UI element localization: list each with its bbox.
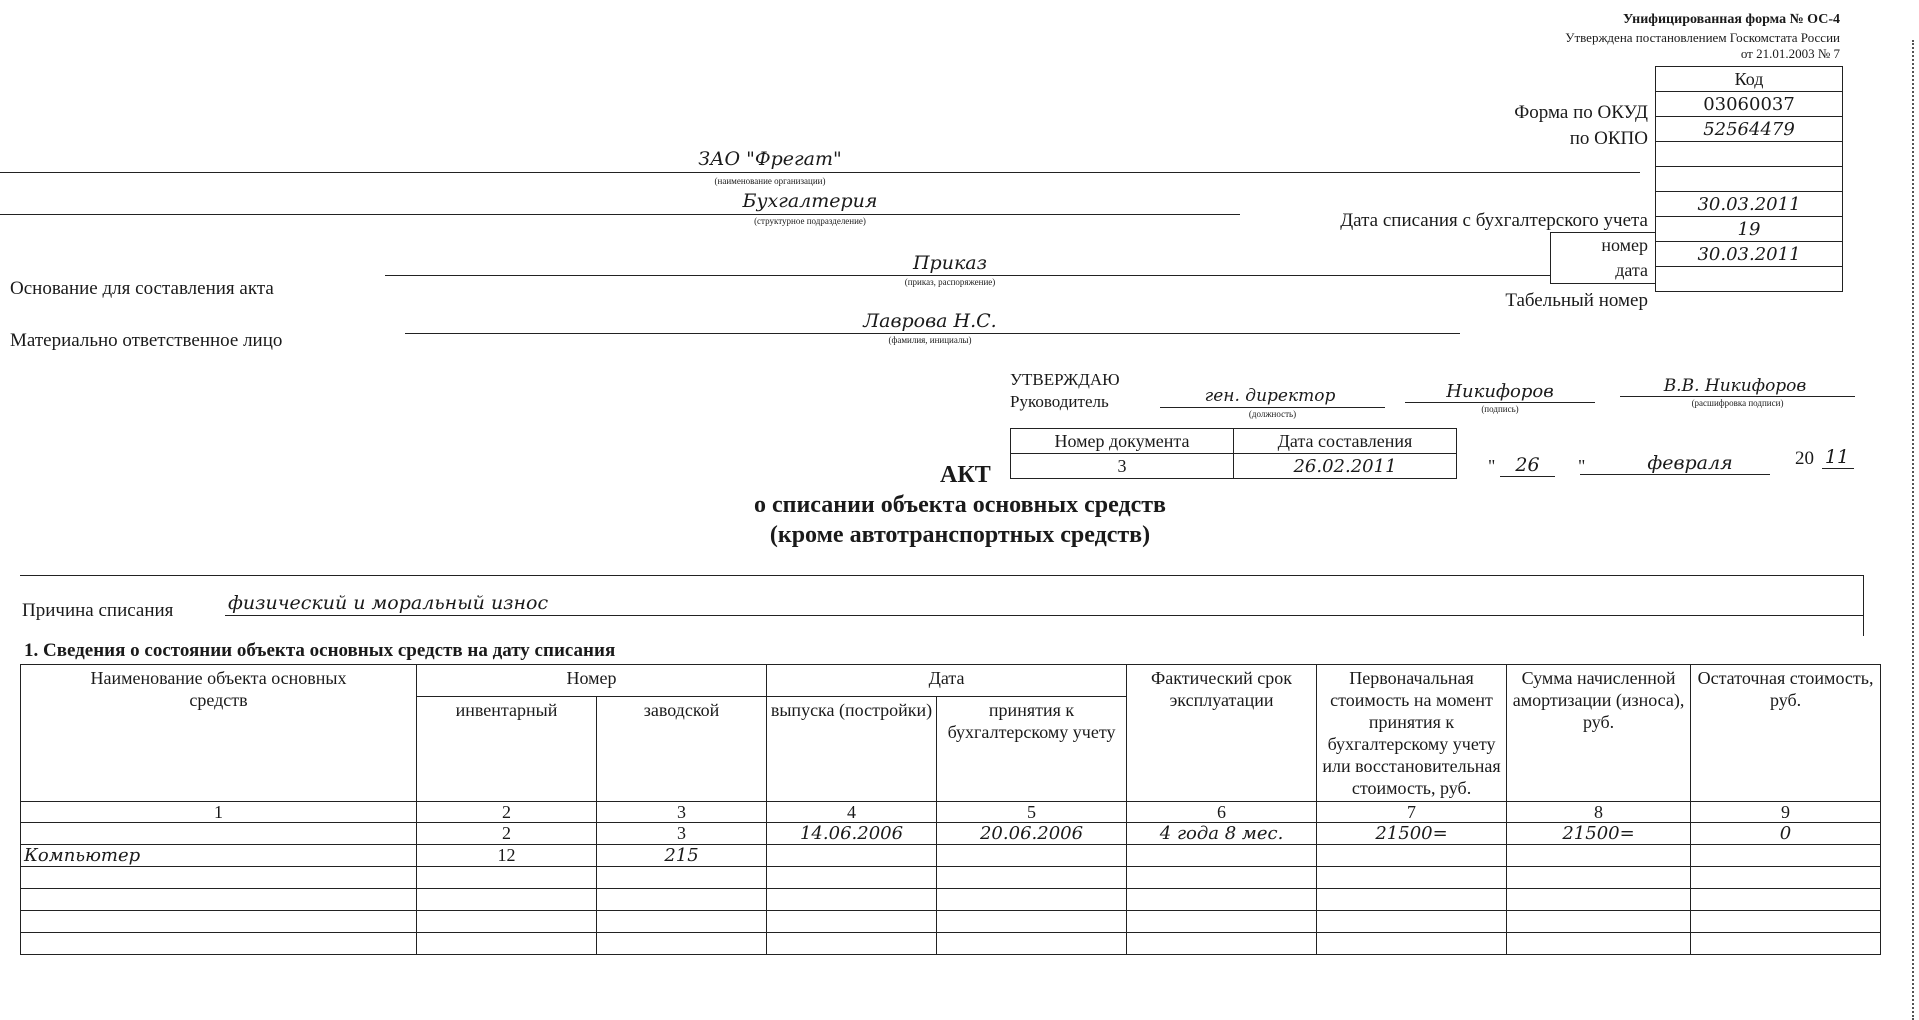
table-cell[interactable]: [767, 867, 937, 889]
head-label: Руководитель: [1010, 392, 1109, 411]
table-cell[interactable]: [21, 911, 417, 933]
table-row: [21, 911, 1881, 933]
quote-close: ": [1578, 456, 1586, 476]
col-number: 4: [767, 802, 937, 823]
basis-value[interactable]: Приказ: [912, 252, 987, 274]
tab-number-label: Табельный номер: [1505, 290, 1648, 311]
table-cell[interactable]: 4 года 8 мес.: [1127, 823, 1317, 845]
table-cell[interactable]: [937, 867, 1127, 889]
table-cell[interactable]: [767, 911, 937, 933]
table-cell[interactable]: [937, 889, 1127, 911]
responsible-caption: (фамилия, инициалы): [888, 335, 972, 345]
doc-number[interactable]: 3: [1011, 454, 1234, 479]
table-cell[interactable]: [1691, 911, 1881, 933]
table-cell[interactable]: Компьютер: [21, 845, 417, 867]
responsible-value[interactable]: Лаврова Н.С.: [863, 310, 997, 332]
year-line: [1822, 468, 1854, 469]
decode-line: [1620, 396, 1855, 397]
day-line: [1500, 476, 1555, 477]
code-empty-2[interactable]: [1656, 167, 1843, 192]
code-empty-1[interactable]: [1656, 142, 1843, 167]
table-cell[interactable]: [1507, 889, 1691, 911]
table-cell[interactable]: 0: [1691, 823, 1881, 845]
table-cell[interactable]: [597, 889, 767, 911]
table-cell[interactable]: 3: [597, 823, 767, 845]
org-name-line: [0, 172, 1640, 173]
year-suffix[interactable]: 11: [1824, 446, 1850, 468]
h-actual-term: Фактический срок эксплуатации: [1127, 665, 1317, 802]
approved-line1: Утверждена постановлением Госкомстата России: [1565, 30, 1840, 45]
table-cell[interactable]: [767, 889, 937, 911]
reason-value[interactable]: физический и моральный износ: [228, 592, 549, 614]
perforation-edge: [1912, 40, 1914, 1020]
table-cell[interactable]: [937, 845, 1127, 867]
table-cell[interactable]: [767, 845, 937, 867]
table-cell[interactable]: 215: [597, 845, 767, 867]
col-number: 5: [937, 802, 1127, 823]
table-cell[interactable]: [1317, 867, 1507, 889]
position-line: [1160, 407, 1385, 408]
department[interactable]: Бухгалтерия: [742, 190, 878, 212]
table-cell[interactable]: [1317, 911, 1507, 933]
head-signature[interactable]: Никифоров: [1446, 381, 1554, 402]
org-name[interactable]: ЗАО "Фрегат": [698, 148, 842, 170]
okud-label: Форма по ОКУД: [1514, 102, 1648, 123]
approval-month[interactable]: февраля: [1647, 452, 1733, 474]
date-label: дата: [1615, 260, 1648, 280]
table-cell[interactable]: 20.06.2006: [937, 823, 1127, 845]
col-number: 9: [1691, 802, 1881, 823]
table-cell[interactable]: [1127, 867, 1317, 889]
table-cell[interactable]: [937, 911, 1127, 933]
position-caption: (должность): [1248, 409, 1297, 419]
col-number: 7: [1317, 802, 1507, 823]
number-label: номер: [1601, 235, 1648, 255]
table-cell[interactable]: [1317, 845, 1507, 867]
approved-line2: от 21.01.2003 № 7: [1740, 46, 1840, 61]
table-cell[interactable]: [1127, 911, 1317, 933]
table-row: [21, 933, 1881, 955]
h-inventory: инвентарный: [417, 697, 597, 802]
table-row: [21, 845, 1881, 867]
writeoff-date-label: Дата списания с бухгалтерского учета: [1340, 210, 1648, 231]
h-date: Дата: [767, 665, 1127, 697]
table-cell[interactable]: 14.06.2006: [767, 823, 937, 845]
code-header: Код: [1656, 67, 1843, 92]
col-number: 2: [417, 802, 597, 823]
table-cell[interactable]: [417, 911, 597, 933]
signature-line: [1405, 402, 1595, 403]
basis-caption: (приказ, распоряжение): [904, 277, 996, 287]
table-cell[interactable]: [1507, 933, 1691, 955]
okpo-label: по ОКПО: [1569, 128, 1648, 149]
responsible-line: [405, 333, 1460, 334]
col-number: 1: [21, 802, 417, 823]
act-label: АКТ: [940, 462, 991, 488]
table-cell[interactable]: [597, 911, 767, 933]
title-line1: о списании объекта основных средств: [754, 492, 1166, 518]
h-acceptance: принятия к бухгалтерскому учету: [937, 697, 1127, 802]
h-release: выпуска (постройки): [767, 697, 937, 802]
table-cell[interactable]: [1691, 845, 1881, 867]
decode-caption: (расшифровка подписи): [1691, 398, 1784, 408]
tab-number-value[interactable]: [1656, 267, 1843, 292]
doc-table: [1010, 428, 1457, 479]
table-cell[interactable]: 21500=: [1317, 823, 1507, 845]
year-prefix: 20: [1795, 448, 1814, 469]
col-number: 6: [1127, 802, 1317, 823]
approve-heading: УТВЕРЖДАЮ: [1010, 370, 1120, 389]
table-cell[interactable]: [1691, 933, 1881, 955]
table-cell[interactable]: [1317, 889, 1507, 911]
table-cell[interactable]: [1691, 889, 1881, 911]
table-cell[interactable]: [1127, 845, 1317, 867]
table-cell[interactable]: [1507, 867, 1691, 889]
reason-label: Причина списания: [22, 600, 174, 621]
head-decode[interactable]: В.В. Никифоров: [1663, 376, 1807, 396]
okud-value[interactable]: 03060037: [1656, 92, 1843, 117]
basis-line: [385, 275, 1550, 276]
table-cell[interactable]: [21, 867, 417, 889]
table-cell[interactable]: [767, 933, 937, 955]
table-cell[interactable]: [1127, 889, 1317, 911]
quote-open: ": [1488, 456, 1496, 476]
table-cell[interactable]: [21, 933, 417, 955]
department-line: [0, 214, 1240, 215]
table-cell[interactable]: [1691, 867, 1881, 889]
table-row: [21, 823, 1881, 845]
table-cell[interactable]: [1317, 933, 1507, 955]
col-number: 8: [1507, 802, 1691, 823]
table-cell[interactable]: 21500=: [1507, 823, 1691, 845]
head-position[interactable]: ген. директор: [1204, 386, 1336, 406]
table-cell[interactable]: [1507, 845, 1691, 867]
number-value[interactable]: 19: [1656, 217, 1843, 242]
signature-caption: (подпись): [1481, 404, 1519, 414]
table-cell[interactable]: [597, 867, 767, 889]
table-cell[interactable]: [21, 823, 417, 845]
table-cell[interactable]: 2: [417, 823, 597, 845]
col-number: 3: [597, 802, 767, 823]
title-line2: (кроме автотранспортных средств): [769, 522, 1151, 548]
table-cell[interactable]: [937, 933, 1127, 955]
code-box: [1655, 66, 1843, 292]
table-cell[interactable]: [1507, 911, 1691, 933]
table-row: [21, 889, 1881, 911]
table-cell[interactable]: [417, 933, 597, 955]
h-residual: Остаточная стоимость, руб.: [1691, 665, 1881, 802]
table-cell[interactable]: [21, 889, 417, 911]
writeoff-date-value[interactable]: 30.03.2011: [1656, 192, 1843, 217]
reason-line: [225, 615, 1863, 616]
responsible-label: Материально ответственное лицо: [10, 330, 283, 351]
basis-label: Основание для составления акта: [10, 278, 274, 299]
okpo-value[interactable]: 52564479: [1656, 117, 1843, 142]
department-caption: (структурное подразделение): [754, 216, 866, 226]
h-name: Наименование объекта основных средств: [21, 665, 417, 802]
table-cell[interactable]: [417, 867, 597, 889]
table-cell[interactable]: [597, 933, 767, 955]
table-cell[interactable]: [1127, 933, 1317, 955]
doc-number-header: Номер документа: [1011, 429, 1234, 454]
doc-date-header: Дата составления: [1234, 429, 1457, 454]
assets-table: [20, 664, 1881, 955]
approval-day[interactable]: 26: [1515, 454, 1540, 476]
doc-date[interactable]: 26.02.2011: [1234, 454, 1457, 479]
h-number: Номер: [417, 665, 767, 697]
month-line: [1580, 474, 1770, 475]
h-factory: заводской: [597, 697, 767, 802]
table-row: [21, 867, 1881, 889]
date-value[interactable]: 30.03.2011: [1656, 242, 1843, 267]
table-cell[interactable]: [417, 889, 597, 911]
h-depreciation: Сумма начисленной амортизации (износа), руб.: [1507, 665, 1691, 802]
form-name: Унифицированная форма № ОС-4: [1623, 12, 1840, 27]
org-name-caption: (наименование организации): [714, 176, 826, 186]
section1-title: 1. Сведения о состоянии объекта основных средств на дату списания: [24, 640, 616, 661]
table-cell[interactable]: 12: [417, 845, 597, 867]
h-initial-cost: Первоначальная стоимость на момент принятия к бухгалтерскому учету или восстановительная стоимость, руб.: [1317, 665, 1507, 802]
